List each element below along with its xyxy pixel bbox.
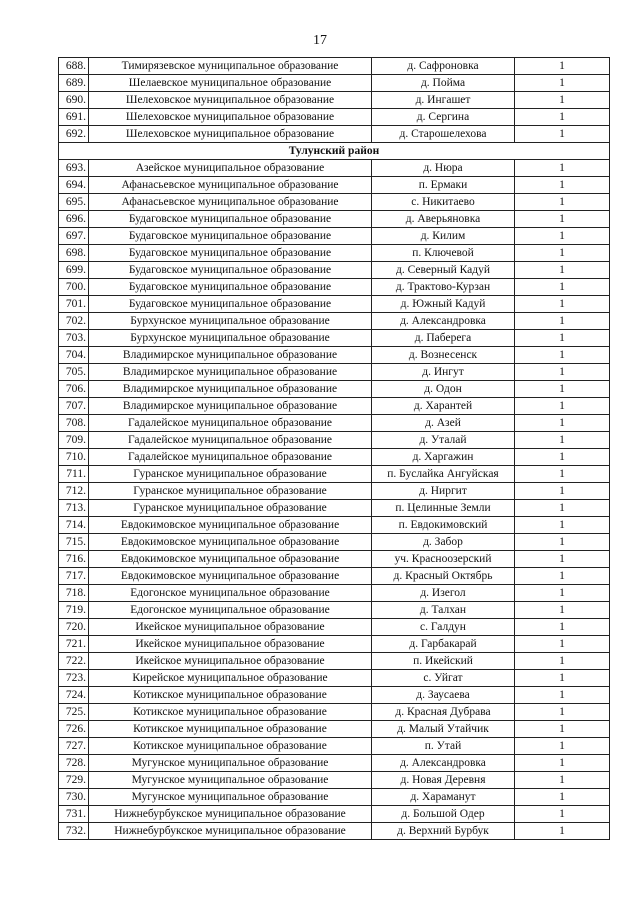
- settlement-name: уч. Красноозерский: [372, 551, 515, 568]
- settlement-name: д. Одон: [372, 381, 515, 398]
- settlement-name: д. Ниргит: [372, 483, 515, 500]
- table-row: [59, 449, 610, 466]
- table-row: [59, 789, 610, 806]
- settlement-count: 1: [515, 670, 610, 687]
- municipality-name: Бурхунское муниципальное образование: [89, 313, 372, 330]
- settlement-name: д. Александровка: [372, 313, 515, 330]
- row-number: 721.: [59, 636, 89, 653]
- settlement-count: 1: [515, 75, 610, 92]
- row-number: 731.: [59, 806, 89, 823]
- settlement-count: 1: [515, 500, 610, 517]
- settlement-name: д. Вознесенск: [372, 347, 515, 364]
- settlement-count: 1: [515, 245, 610, 262]
- settlement-name: д. Сергина: [372, 109, 515, 126]
- settlement-name: д. Ингут: [372, 364, 515, 381]
- table-row: [59, 755, 610, 772]
- settlement-count: 1: [515, 449, 610, 466]
- settlement-count: 1: [515, 330, 610, 347]
- municipality-name: Гадалейское муниципальное образование: [89, 449, 372, 466]
- table-row: [59, 500, 610, 517]
- settlement-name: д. Пойма: [372, 75, 515, 92]
- settlement-count: 1: [515, 109, 610, 126]
- table-row: [59, 466, 610, 483]
- row-number: 728.: [59, 755, 89, 772]
- settlement-count: 1: [515, 534, 610, 551]
- municipality-name: Нижнебурбукское муниципальное образование: [89, 806, 372, 823]
- row-number: 688.: [59, 58, 89, 75]
- settlement-name: д. Харгажин: [372, 449, 515, 466]
- table-row: [59, 653, 610, 670]
- row-number: 730.: [59, 789, 89, 806]
- settlement-name: д. Малый Утайчик: [372, 721, 515, 738]
- table-row: [59, 670, 610, 687]
- settlement-name: с. Никитаево: [372, 194, 515, 211]
- table-row: [59, 568, 610, 585]
- municipality-name: Котикское муниципальное образование: [89, 687, 372, 704]
- settlement-name: д. Гарбакарай: [372, 636, 515, 653]
- table-row: [59, 262, 610, 279]
- table-row: [59, 330, 610, 347]
- settlement-name: д. Большой Одер: [372, 806, 515, 823]
- settlement-name: д. Заусаева: [372, 687, 515, 704]
- settlement-name: д. Килим: [372, 228, 515, 245]
- page-number: 17: [313, 33, 327, 48]
- municipality-name: Владимирское муниципальное образование: [89, 364, 372, 381]
- settlement-count: 1: [515, 806, 610, 823]
- table-row: [59, 483, 610, 500]
- settlement-name: д. Забор: [372, 534, 515, 551]
- row-number: 713.: [59, 500, 89, 517]
- municipality-name: Котикское муниципальное образование: [89, 704, 372, 721]
- row-number: 727.: [59, 738, 89, 755]
- row-number: 706.: [59, 381, 89, 398]
- settlement-name: д. Северный Кадуй: [372, 262, 515, 279]
- municipality-name: Котикское муниципальное образование: [89, 738, 372, 755]
- table-row: [59, 721, 610, 738]
- row-number: 709.: [59, 432, 89, 449]
- municipality-name: Едогонское муниципальное образование: [89, 585, 372, 602]
- table-row: [59, 245, 610, 262]
- settlement-name: п. Ермаки: [372, 177, 515, 194]
- municipality-name: Шелаевское муниципальное образование: [89, 75, 372, 92]
- municipality-name: Гадалейское муниципальное образование: [89, 415, 372, 432]
- settlement-count: 1: [515, 602, 610, 619]
- settlement-count: 1: [515, 721, 610, 738]
- table-row: [59, 313, 610, 330]
- settlement-count: 1: [515, 789, 610, 806]
- settlement-count: 1: [515, 772, 610, 789]
- settlement-count: 1: [515, 194, 610, 211]
- settlement-count: 1: [515, 466, 610, 483]
- settlement-name: д. Красный Октябрь: [372, 568, 515, 585]
- table-row: [59, 347, 610, 364]
- row-number: 711.: [59, 466, 89, 483]
- settlement-count: 1: [515, 415, 610, 432]
- municipality-name: Евдокимовское муниципальное образование: [89, 568, 372, 585]
- municipality-name: Будаговское муниципальное образование: [89, 296, 372, 313]
- row-number: 701.: [59, 296, 89, 313]
- row-number: 717.: [59, 568, 89, 585]
- settlement-name: п. Целинные Земли: [372, 500, 515, 517]
- settlement-name: д. Старошелехова: [372, 126, 515, 143]
- row-number: 715.: [59, 534, 89, 551]
- table-row: [59, 687, 610, 704]
- row-number: 723.: [59, 670, 89, 687]
- settlement-name: д. Красная Дубрава: [372, 704, 515, 721]
- row-number: 714.: [59, 517, 89, 534]
- settlement-count: 1: [515, 704, 610, 721]
- municipality-name: Мугунское муниципальное образование: [89, 789, 372, 806]
- row-number: 695.: [59, 194, 89, 211]
- table-row: [59, 109, 610, 126]
- settlement-name: д. Паберега: [372, 330, 515, 347]
- settlement-count: 1: [515, 228, 610, 245]
- settlement-name: д. Талхан: [372, 602, 515, 619]
- settlement-count: 1: [515, 738, 610, 755]
- table-row: [59, 160, 610, 177]
- municipality-name: Шелеховское муниципальное образование: [89, 126, 372, 143]
- settlement-name: д. Азей: [372, 415, 515, 432]
- municipality-name: Евдокимовское муниципальное образование: [89, 551, 372, 568]
- table-row: [59, 279, 610, 296]
- table-row: [59, 75, 610, 92]
- municipality-name: Будаговское муниципальное образование: [89, 262, 372, 279]
- table-body: [59, 58, 610, 840]
- settlement-count: 1: [515, 398, 610, 415]
- row-number: 732.: [59, 823, 89, 840]
- settlement-count: 1: [515, 687, 610, 704]
- table-row: [59, 126, 610, 143]
- table-row: [59, 381, 610, 398]
- settlement-count: 1: [515, 823, 610, 840]
- table-row: [59, 296, 610, 313]
- settlement-count: 1: [515, 262, 610, 279]
- row-number: 693.: [59, 160, 89, 177]
- municipality-name: Владимирское муниципальное образование: [89, 347, 372, 364]
- table-row: [59, 398, 610, 415]
- settlement-name: д. Нюра: [372, 160, 515, 177]
- municipality-name: Владимирское муниципальное образование: [89, 398, 372, 415]
- settlement-name: д. Трактово-Курзан: [372, 279, 515, 296]
- settlement-count: 1: [515, 636, 610, 653]
- row-number: 696.: [59, 211, 89, 228]
- settlement-count: 1: [515, 551, 610, 568]
- settlement-name: д. Сафроновка: [372, 58, 515, 75]
- row-number: 692.: [59, 126, 89, 143]
- municipality-name: Будаговское муниципальное образование: [89, 245, 372, 262]
- municipality-name: Нижнебурбукское муниципальное образование: [89, 823, 372, 840]
- municipality-name: Икейское муниципальное образование: [89, 653, 372, 670]
- row-number: 725.: [59, 704, 89, 721]
- settlements-table: [58, 57, 610, 840]
- municipality-name: Будаговское муниципальное образование: [89, 228, 372, 245]
- table-row: [59, 364, 610, 381]
- table-row: [59, 228, 610, 245]
- row-number: 691.: [59, 109, 89, 126]
- municipality-name: Будаговское муниципальное образование: [89, 211, 372, 228]
- municipality-name: Шелеховское муниципальное образование: [89, 109, 372, 126]
- settlement-count: 1: [515, 211, 610, 228]
- settlement-name: п. Утай: [372, 738, 515, 755]
- settlement-count: 1: [515, 160, 610, 177]
- row-number: 703.: [59, 330, 89, 347]
- section-title: Тулунский район: [59, 143, 610, 160]
- settlement-count: 1: [515, 177, 610, 194]
- table-row: [59, 704, 610, 721]
- row-number: 707.: [59, 398, 89, 415]
- row-number: 699.: [59, 262, 89, 279]
- settlement-name: д. Аверьяновка: [372, 211, 515, 228]
- municipality-name: Гуранское муниципальное образование: [89, 483, 372, 500]
- settlement-count: 1: [515, 58, 610, 75]
- table-row: [59, 823, 610, 840]
- row-number: 722.: [59, 653, 89, 670]
- municipality-name: Азейское муниципальное образование: [89, 160, 372, 177]
- settlement-name: п. Буслайка Ангуйская: [372, 466, 515, 483]
- municipality-name: Афанасьевское муниципальное образование: [89, 194, 372, 211]
- row-number: 724.: [59, 687, 89, 704]
- table-row: [59, 619, 610, 636]
- table-row: [59, 432, 610, 449]
- municipality-name: Мугунское муниципальное образование: [89, 772, 372, 789]
- table-row: [59, 534, 610, 551]
- table-row: [59, 806, 610, 823]
- row-number: 705.: [59, 364, 89, 381]
- row-number: 689.: [59, 75, 89, 92]
- row-number: 718.: [59, 585, 89, 602]
- municipality-name: Гуранское муниципальное образование: [89, 500, 372, 517]
- row-number: 694.: [59, 177, 89, 194]
- settlement-name: д. Александровка: [372, 755, 515, 772]
- municipality-name: Афанасьевское муниципальное образование: [89, 177, 372, 194]
- table-row: [59, 58, 610, 75]
- settlement-name: д. Хараманут: [372, 789, 515, 806]
- settlement-name: с. Уйгат: [372, 670, 515, 687]
- municipality-name: Котикское муниципальное образование: [89, 721, 372, 738]
- municipality-name: Тимирязевское муниципальное образование: [89, 58, 372, 75]
- settlement-name: п. Икейский: [372, 653, 515, 670]
- settlement-count: 1: [515, 568, 610, 585]
- settlement-count: 1: [515, 432, 610, 449]
- settlement-name: д. Изегол: [372, 585, 515, 602]
- row-number: 704.: [59, 347, 89, 364]
- municipality-name: Гуранское муниципальное образование: [89, 466, 372, 483]
- municipality-name: Икейское муниципальное образование: [89, 619, 372, 636]
- municipality-name: Шелеховское муниципальное образование: [89, 92, 372, 109]
- settlement-name: д. Уталай: [372, 432, 515, 449]
- row-number: 726.: [59, 721, 89, 738]
- settlement-count: 1: [515, 364, 610, 381]
- table-row: [59, 602, 610, 619]
- settlement-count: 1: [515, 381, 610, 398]
- settlement-name: д. Харантей: [372, 398, 515, 415]
- row-number: 700.: [59, 279, 89, 296]
- table-row: [59, 738, 610, 755]
- municipality-name: Евдокимовское муниципальное образование: [89, 517, 372, 534]
- table-row: [59, 517, 610, 534]
- table-row: [59, 585, 610, 602]
- settlement-count: 1: [515, 296, 610, 313]
- settlement-name: п. Евдокимовский: [372, 517, 515, 534]
- settlement-name: д. Ингашет: [372, 92, 515, 109]
- settlement-name: с. Галдун: [372, 619, 515, 636]
- table-row: [59, 415, 610, 432]
- row-number: 712.: [59, 483, 89, 500]
- settlement-name: д. Верхний Бурбук: [372, 823, 515, 840]
- settlement-count: 1: [515, 92, 610, 109]
- table-row: [59, 636, 610, 653]
- settlement-count: 1: [515, 347, 610, 364]
- municipality-name: Будаговское муниципальное образование: [89, 279, 372, 296]
- settlement-name: п. Ключевой: [372, 245, 515, 262]
- settlement-count: 1: [515, 619, 610, 636]
- settlement-count: 1: [515, 483, 610, 500]
- row-number: 710.: [59, 449, 89, 466]
- municipality-name: Кирейское муниципальное образование: [89, 670, 372, 687]
- municipality-name: Едогонское муниципальное образование: [89, 602, 372, 619]
- section-header-row: [59, 143, 610, 160]
- row-number: 729.: [59, 772, 89, 789]
- row-number: 690.: [59, 92, 89, 109]
- municipality-name: Владимирское муниципальное образование: [89, 381, 372, 398]
- settlement-count: 1: [515, 279, 610, 296]
- row-number: 720.: [59, 619, 89, 636]
- table-row: [59, 211, 610, 228]
- municipality-name: Икейское муниципальное образование: [89, 636, 372, 653]
- row-number: 708.: [59, 415, 89, 432]
- row-number: 698.: [59, 245, 89, 262]
- settlement-count: 1: [515, 585, 610, 602]
- settlement-count: 1: [515, 126, 610, 143]
- row-number: 716.: [59, 551, 89, 568]
- settlement-name: д. Южный Кадуй: [372, 296, 515, 313]
- row-number: 719.: [59, 602, 89, 619]
- row-number: 697.: [59, 228, 89, 245]
- table-row: [59, 177, 610, 194]
- municipality-name: Гадалейское муниципальное образование: [89, 432, 372, 449]
- row-number: 702.: [59, 313, 89, 330]
- settlement-count: 1: [515, 755, 610, 772]
- municipality-name: Евдокимовское муниципальное образование: [89, 534, 372, 551]
- municipality-name: Мугунское муниципальное образование: [89, 755, 372, 772]
- settlement-name: д. Новая Деревня: [372, 772, 515, 789]
- table-row: [59, 194, 610, 211]
- settlement-count: 1: [515, 313, 610, 330]
- table-row: [59, 772, 610, 789]
- settlement-count: 1: [515, 517, 610, 534]
- table-row: [59, 92, 610, 109]
- municipality-name: Бурхунское муниципальное образование: [89, 330, 372, 347]
- settlement-count: 1: [515, 653, 610, 670]
- table-row: [59, 551, 610, 568]
